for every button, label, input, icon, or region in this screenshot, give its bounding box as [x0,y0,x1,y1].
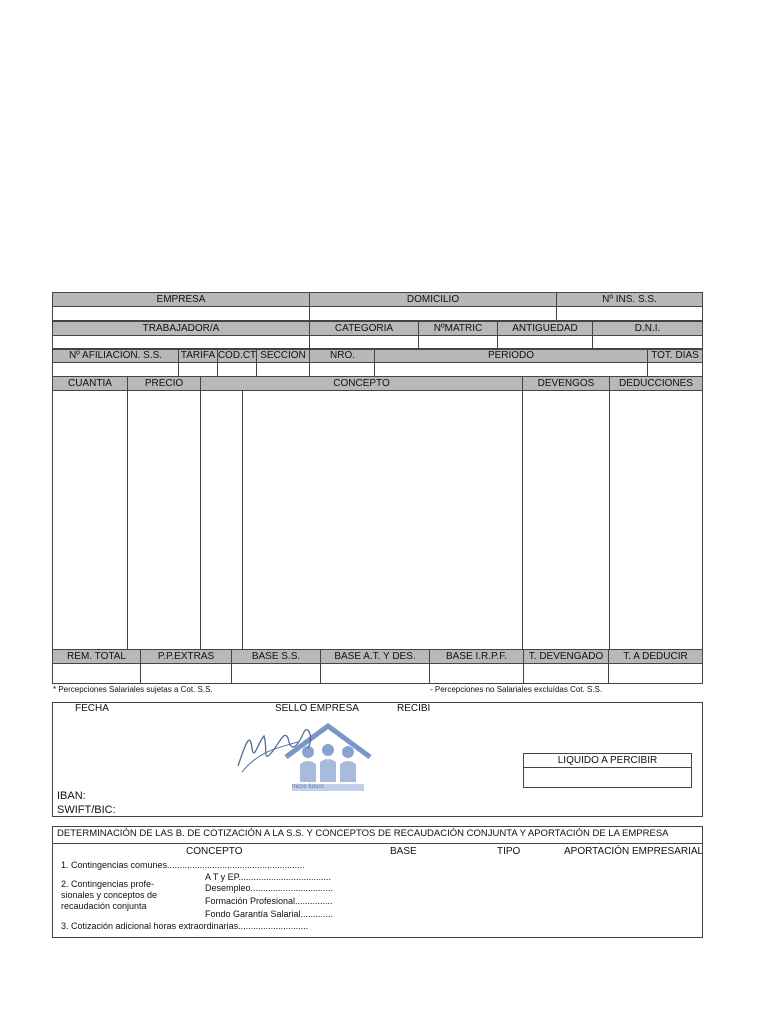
base-ss-header: BASE S.S. [231,649,321,664]
cotizacion-divider [52,843,703,844]
antiguedad-header: ANTIGUEDAD [497,321,593,336]
t-deducir-header: T. A DEDUCIR [608,649,703,664]
note-no-salariales: - Percepciones no Salariales excluídas Cot. S.S. [430,685,603,694]
stamp-text: micro futuro [292,784,324,790]
totdias-header: TOT. DIAS [647,349,703,363]
totdias-field[interactable] [647,362,703,377]
domicilio-field[interactable] [309,306,557,321]
empresa-field[interactable] [52,306,310,321]
categoria-header: CATEGORIA [309,321,419,336]
rem-total-field[interactable] [52,663,141,684]
col-tipo: TIPO [497,846,521,857]
afiliacion-field[interactable] [52,362,179,377]
periodo-field[interactable] [374,362,648,377]
sub-formacion: Formación Profesional............... [205,896,333,906]
cuantia-header: CUANTIA [52,376,128,391]
afiliacion-header: Nº AFILIACION. S.S. [52,349,179,363]
tarifa-field[interactable] [178,362,218,377]
pp-extras-field[interactable] [140,663,232,684]
ins-ss-header: Nº INS. S.S. [556,292,703,307]
nro-header: NRO. [309,349,375,363]
empresa-header: EMPRESA [52,292,310,307]
base-at-header: BASE A.T. Y DES. [320,649,430,664]
sub-fogasa: Fondo Garantía Salarial............. [205,909,334,919]
base-irpf-field[interactable] [429,663,524,684]
trabajador-field[interactable] [52,335,310,349]
codct-field[interactable] [217,362,257,377]
col-concepto: CONCEPTO [186,846,243,857]
cotizacion-title: DETERMINACIÓN DE LAS B. DE COTIZACIÓN A LA S.S. Y CONCEPTOS DE RECAUDACIÓN CONJUNTA Y APORTACIÓN DE LA EMPRESA [57,828,669,839]
nro-field[interactable] [309,362,375,377]
matric-header: NºMATRIC [418,321,498,336]
devengos-header: DEVENGOS [522,376,610,391]
rem-total-header: REM. TOTAL [52,649,141,664]
col-base: BASE [390,846,417,857]
t-devengado-header: T. DEVENGADO [523,649,609,664]
periodo-header: PERIODO [374,349,648,363]
liquido-field[interactable] [523,767,692,788]
base-ss-field[interactable] [231,663,321,684]
row-contingencias-profesionales-2: sionales y conceptos de [61,890,158,900]
iban-label: IBAN: [57,790,86,802]
categoria-field[interactable] [309,335,419,349]
col-aportacion: APORTACIÓN EMPRESARIAL [564,846,704,857]
tarifa-header: TARIFA [178,349,218,363]
sub-at-ep: A T y EP..................................... [205,872,332,882]
precio-header: PRECIO [127,376,201,391]
concepto-header: CONCEPTO [200,376,523,391]
recibi-label: RECIBI [397,703,431,714]
items-body [52,390,703,650]
row-contingencias-profesionales-3: recaudación conjunta [61,901,147,911]
row-contingencias-comunes: 1. Contingencias comunes....................................................... [61,860,305,870]
domicilio-header: DOMICILIO [309,292,557,307]
dni-header: D.N.I. [592,321,703,336]
antiguedad-field[interactable] [497,335,593,349]
dni-field[interactable] [592,335,703,349]
base-irpf-header: BASE I.R.P.F. [429,649,524,664]
t-deducir-field[interactable] [608,663,703,684]
row-horas-extraordinarias: 3. Cotización adicional horas extraordinarias............................ [61,921,309,931]
trabajador-header: TRABAJADOR/A [52,321,310,336]
seccion-field[interactable] [256,362,310,377]
liquido-header: LIQUIDO A PERCIBIR [523,753,692,768]
sub-desempleo: Desempleo................................. [205,883,334,893]
base-at-field[interactable] [320,663,430,684]
row-contingencias-profesionales-1: 2. Contingencias profe- [61,879,155,889]
ins-ss-field[interactable] [556,306,703,321]
deducciones-header: DEDUCCIONES [609,376,703,391]
sello-empresa-label: SELLO EMPRESA [275,703,359,714]
swift-label: SWIFT/BIC: [57,804,116,816]
fecha-label: FECHA [75,703,109,714]
t-devengado-field[interactable] [523,663,609,684]
codct-header: COD.CT [217,350,257,361]
seccion-header: SECCION [256,349,310,363]
matric-field[interactable] [418,335,498,349]
note-salariales: * Percepciones Salariales sujetas a Cot. S.S. [53,685,213,694]
company-stamp [228,712,373,798]
pp-extras-header: P.P.EXTRAS [140,649,232,664]
